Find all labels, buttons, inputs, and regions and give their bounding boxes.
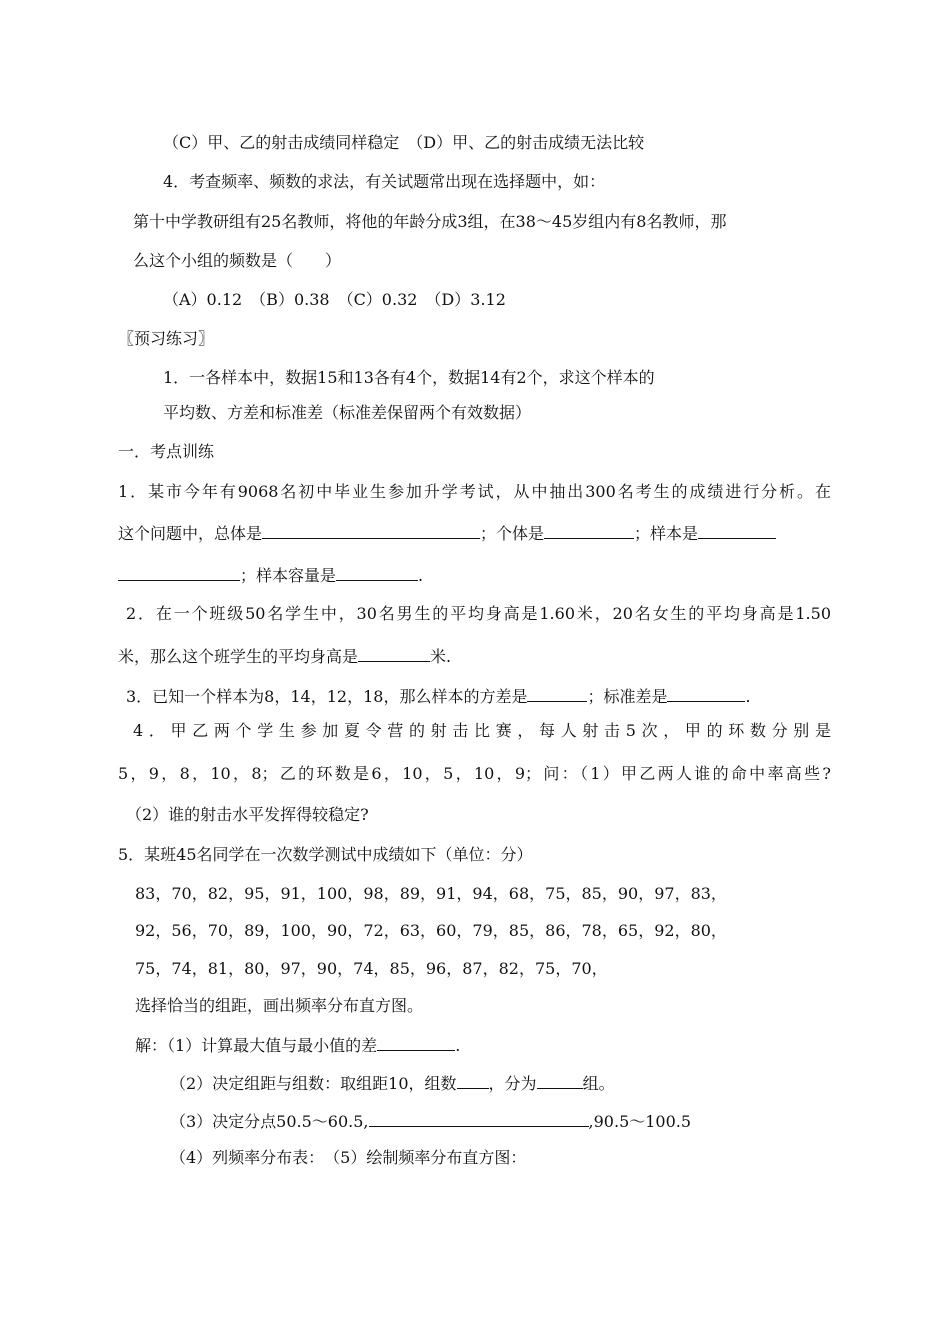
q1-blank-sample-size[interactable] — [336, 564, 418, 581]
question-4-line-3: （2）谁的射击水平发挥得较稳定? — [126, 805, 369, 824]
question-4-line-2: 5，9，8，10，8；乙的环数是6，10，5，10，9；问：（1）甲乙两人谁的命中率高些? — [118, 764, 831, 783]
example-question-line-2: 么这个小组的频数是（ ） — [133, 251, 342, 270]
q1-blank-population[interactable] — [262, 522, 480, 539]
q1-text-sample-size: ；样本容量是 — [240, 566, 337, 585]
q1-text-sample: ；样本是 — [634, 524, 699, 543]
step-1-blank-range[interactable] — [377, 1034, 455, 1051]
q1-blank-sample-part1[interactable] — [698, 522, 776, 539]
solution-step-2 — [170, 1072, 615, 1094]
section-preview-practice: 〖预习练习〗 — [118, 329, 215, 348]
section-exam-training: 一．考点训练 — [118, 442, 215, 461]
scores-row-1: 83，70，82，95，91，100，98，89，91，94，68，75，85，90，97，83， — [135, 884, 727, 903]
option-line-c-d: （C）甲、乙的射击成绩同样稳定 （D）甲、乙的射击成绩无法比较 — [163, 133, 645, 152]
q1-text-individual: ；个体是 — [480, 524, 545, 543]
q3-blank-std[interactable] — [667, 685, 745, 702]
preview-question-line-2: 平均数、方差和标准差（标准差保留两个有效数据） — [163, 403, 532, 422]
step-2-text-end: 组。 — [582, 1074, 615, 1093]
question-4-line-1: 4．甲乙两个学生参加夏令营的射击比赛，每人射击5次，甲的环数分别是 — [133, 721, 831, 740]
example-options: （A）0.12 （B）0.38 （C）0.32 （D）3.12 — [163, 290, 506, 309]
step-1-text: 解：（1）计算最大值与最小值的差 — [135, 1036, 378, 1055]
q1-period: . — [418, 566, 424, 585]
preview-question-line-1: 1．一各样本中，数据15和13各有4个，数据14有2个，求这个样本的 — [163, 368, 655, 387]
step-1-period: . — [455, 1036, 461, 1055]
step-3-text-end: ,90.5～100.5 — [588, 1112, 692, 1131]
q3-blank-variance[interactable] — [527, 685, 587, 702]
step-2-blank-group-count[interactable] — [457, 1072, 489, 1089]
example-question-line-1: 第十中学教研组有25名教师，将他的年龄分成3组，在38～45岁组内有8名教师，那 — [133, 212, 727, 231]
step-2-text-divide: ，分为 — [488, 1074, 537, 1093]
question-2-line-2 — [118, 645, 451, 667]
step-2-blank-groups[interactable] — [537, 1072, 583, 1089]
step-3-blank-cutpoints[interactable] — [369, 1110, 589, 1127]
q1-blank-individual[interactable] — [544, 522, 634, 539]
q2-unit: 米. — [430, 647, 452, 666]
step-3-text: （3）决定分点50.5～60.5, — [170, 1112, 369, 1131]
solution-step-4-5: （4）列频率分布表： （5）绘制频率分布直方图： — [170, 1148, 527, 1167]
q1-blank-sample-part2[interactable] — [118, 564, 240, 581]
q2-blank-average-height[interactable] — [358, 645, 430, 662]
instruction-histogram: 选择恰当的组距，画出频率分布直方图。 — [135, 996, 424, 1015]
scores-row-3: 75，74，81，80，97，90，74，85，96，87，82，75，70， — [135, 959, 608, 978]
tip-4-heading: 4．考查频率、频数的求法，有关试题常出现在选择题中，如： — [163, 172, 606, 191]
q2-text: 米，那么这个班学生的平均身高是 — [118, 647, 359, 666]
solution-step-3 — [170, 1110, 691, 1132]
q3-text-variance: 3．已知一个样本为8，14，12，18，那么样本的方差是 — [126, 687, 528, 706]
q3-text-std: ；标准差是 — [587, 687, 668, 706]
question-1-line-3 — [118, 564, 423, 586]
question-3 — [126, 685, 751, 707]
q1-text-population: 这个问题中，总体是 — [118, 524, 263, 543]
q3-period: . — [745, 687, 751, 706]
scores-row-2: 92，56，70，89，100，90，72，63，60，79，85，86，78，65，92，80， — [135, 921, 727, 940]
question-5-heading: 5．某班45名同学在一次数学测试中成绩如下（单位：分） — [118, 845, 533, 864]
question-1-line-1: 1．某市今年有9068名初中毕业生参加升学考试，从中抽出300名考生的成绩进行分析。在 — [118, 482, 831, 501]
step-2-text: （2）决定组距与组数：取组距10，组数 — [170, 1074, 457, 1093]
question-2-line-1: 2．在一个班级50名学生中，30名男生的平均身高是1.60米，20名女生的平均身高是1.50 — [126, 604, 831, 623]
question-1-line-2 — [118, 522, 776, 544]
solution-step-1 — [135, 1034, 460, 1056]
